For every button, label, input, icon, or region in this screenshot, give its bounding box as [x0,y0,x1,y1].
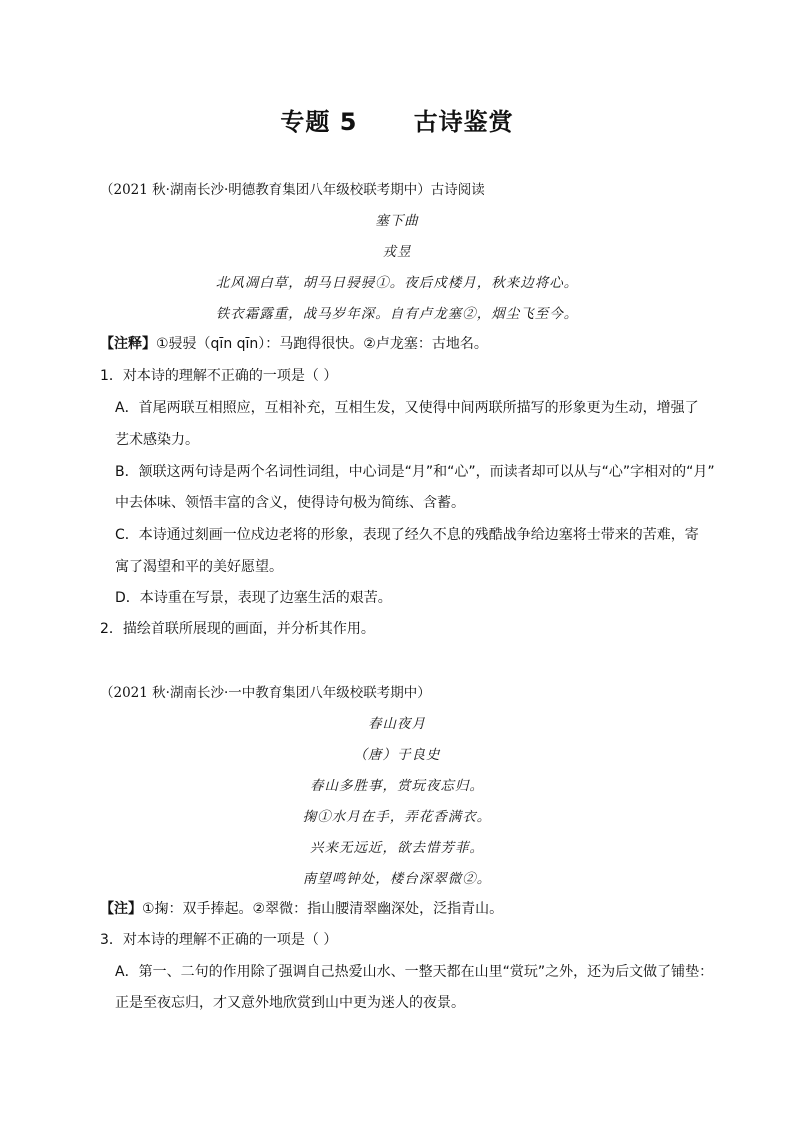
question-1-option-c-line1: C．本诗通过刻画一位戍边老将的形象，表现了经久不息的残酷战争给边塞将士带来的苦难，寄 [115,527,699,543]
section1-note-text: ①骎骎（qīn qīn）：马跑得很快。②卢龙塞：古地名。 [156,336,488,352]
question-1-option-a-line1: A．首尾两联互相照应，互相补充，互相生发，又使得中间两联所描写的形象更为生动，增强了 [115,400,699,416]
section1-poem-title: 塞下曲 [375,213,419,229]
question-1-option-b-line1: B．颔联这两句诗是两个名词性词组，中心词是“月”和“心”，而读者却可以从与“心”字相对的“月” [115,464,715,480]
question-2: 2．描绘首联所展现的画面，并分析其作用。 [100,621,375,637]
section2-note-text: ①掬：双手捧起。②翠微：指山腰清翠幽深处，泛指青山。 [142,901,504,917]
question-1: 1．对本诗的理解不正确的一项是（ ） [100,368,338,384]
section2-poem-line3: 兴来无远近，欲去惜芳菲。 [310,840,484,856]
section1-note-label: 【注释】 [100,336,156,352]
question-3: 3．对本诗的理解不正确的一项是（ ） [100,932,338,948]
question-1-option-c-line2: 寓了渴望和平的美好愿望。 [115,559,283,575]
section2-poem-line2: 掬①水月在手，弄花香满衣。 [302,809,492,825]
section1-poem-author: 戎昱 [382,244,412,260]
section1-poem-line1: 北风凋白草，胡马日骎骎①。夜后戍楼月，秋来边将心。 [215,275,579,291]
question-1-option-a-line2: 艺术感染力。 [115,432,199,448]
question-3-option-a-line2: 正是至夜忘归，才又意外地欣赏到山中更为迷人的夜景。 [115,995,465,1011]
question-1-option-d: D．本诗重在写景，表现了边塞生活的艰苦。 [115,590,392,606]
section1-poem-line2: 铁衣霜露重，战马岁年深。自有卢龙塞②，烟尘飞至今。 [215,306,579,322]
question-1-option-b-line2: 中去体味、领悟丰富的含义，使得诗句极为简练、含蓄。 [115,495,465,511]
section2-note [100,898,503,918]
question-3-option-a-line1: A．第一、二句的作用除了强调自己热爱山水、一整天都在山里“赏玩”之外，还为后文做了铺垫： [115,964,714,980]
section2-poem-author: （唐）于良史 [353,747,441,763]
section2-source: （2021 秋·湖南长沙·一中教育集团八年级校联考期中） [100,685,431,701]
section2-poem-line4: 南望鸣钟处，楼台深翠微②。 [302,871,492,887]
section2-poem-title: 春山夜月 [368,716,426,732]
page-title: 专题 5 古诗鉴赏 [280,108,514,136]
section2-poem-line1: 春山多胜事，赏玩夜忘归。 [310,778,484,794]
section2-note-label: 【注】 [100,901,142,917]
section1-source: （2021 秋·湖南长沙·明德教育集团八年级校联考期中）古诗阅读 [100,182,485,198]
section1-note [100,333,488,353]
